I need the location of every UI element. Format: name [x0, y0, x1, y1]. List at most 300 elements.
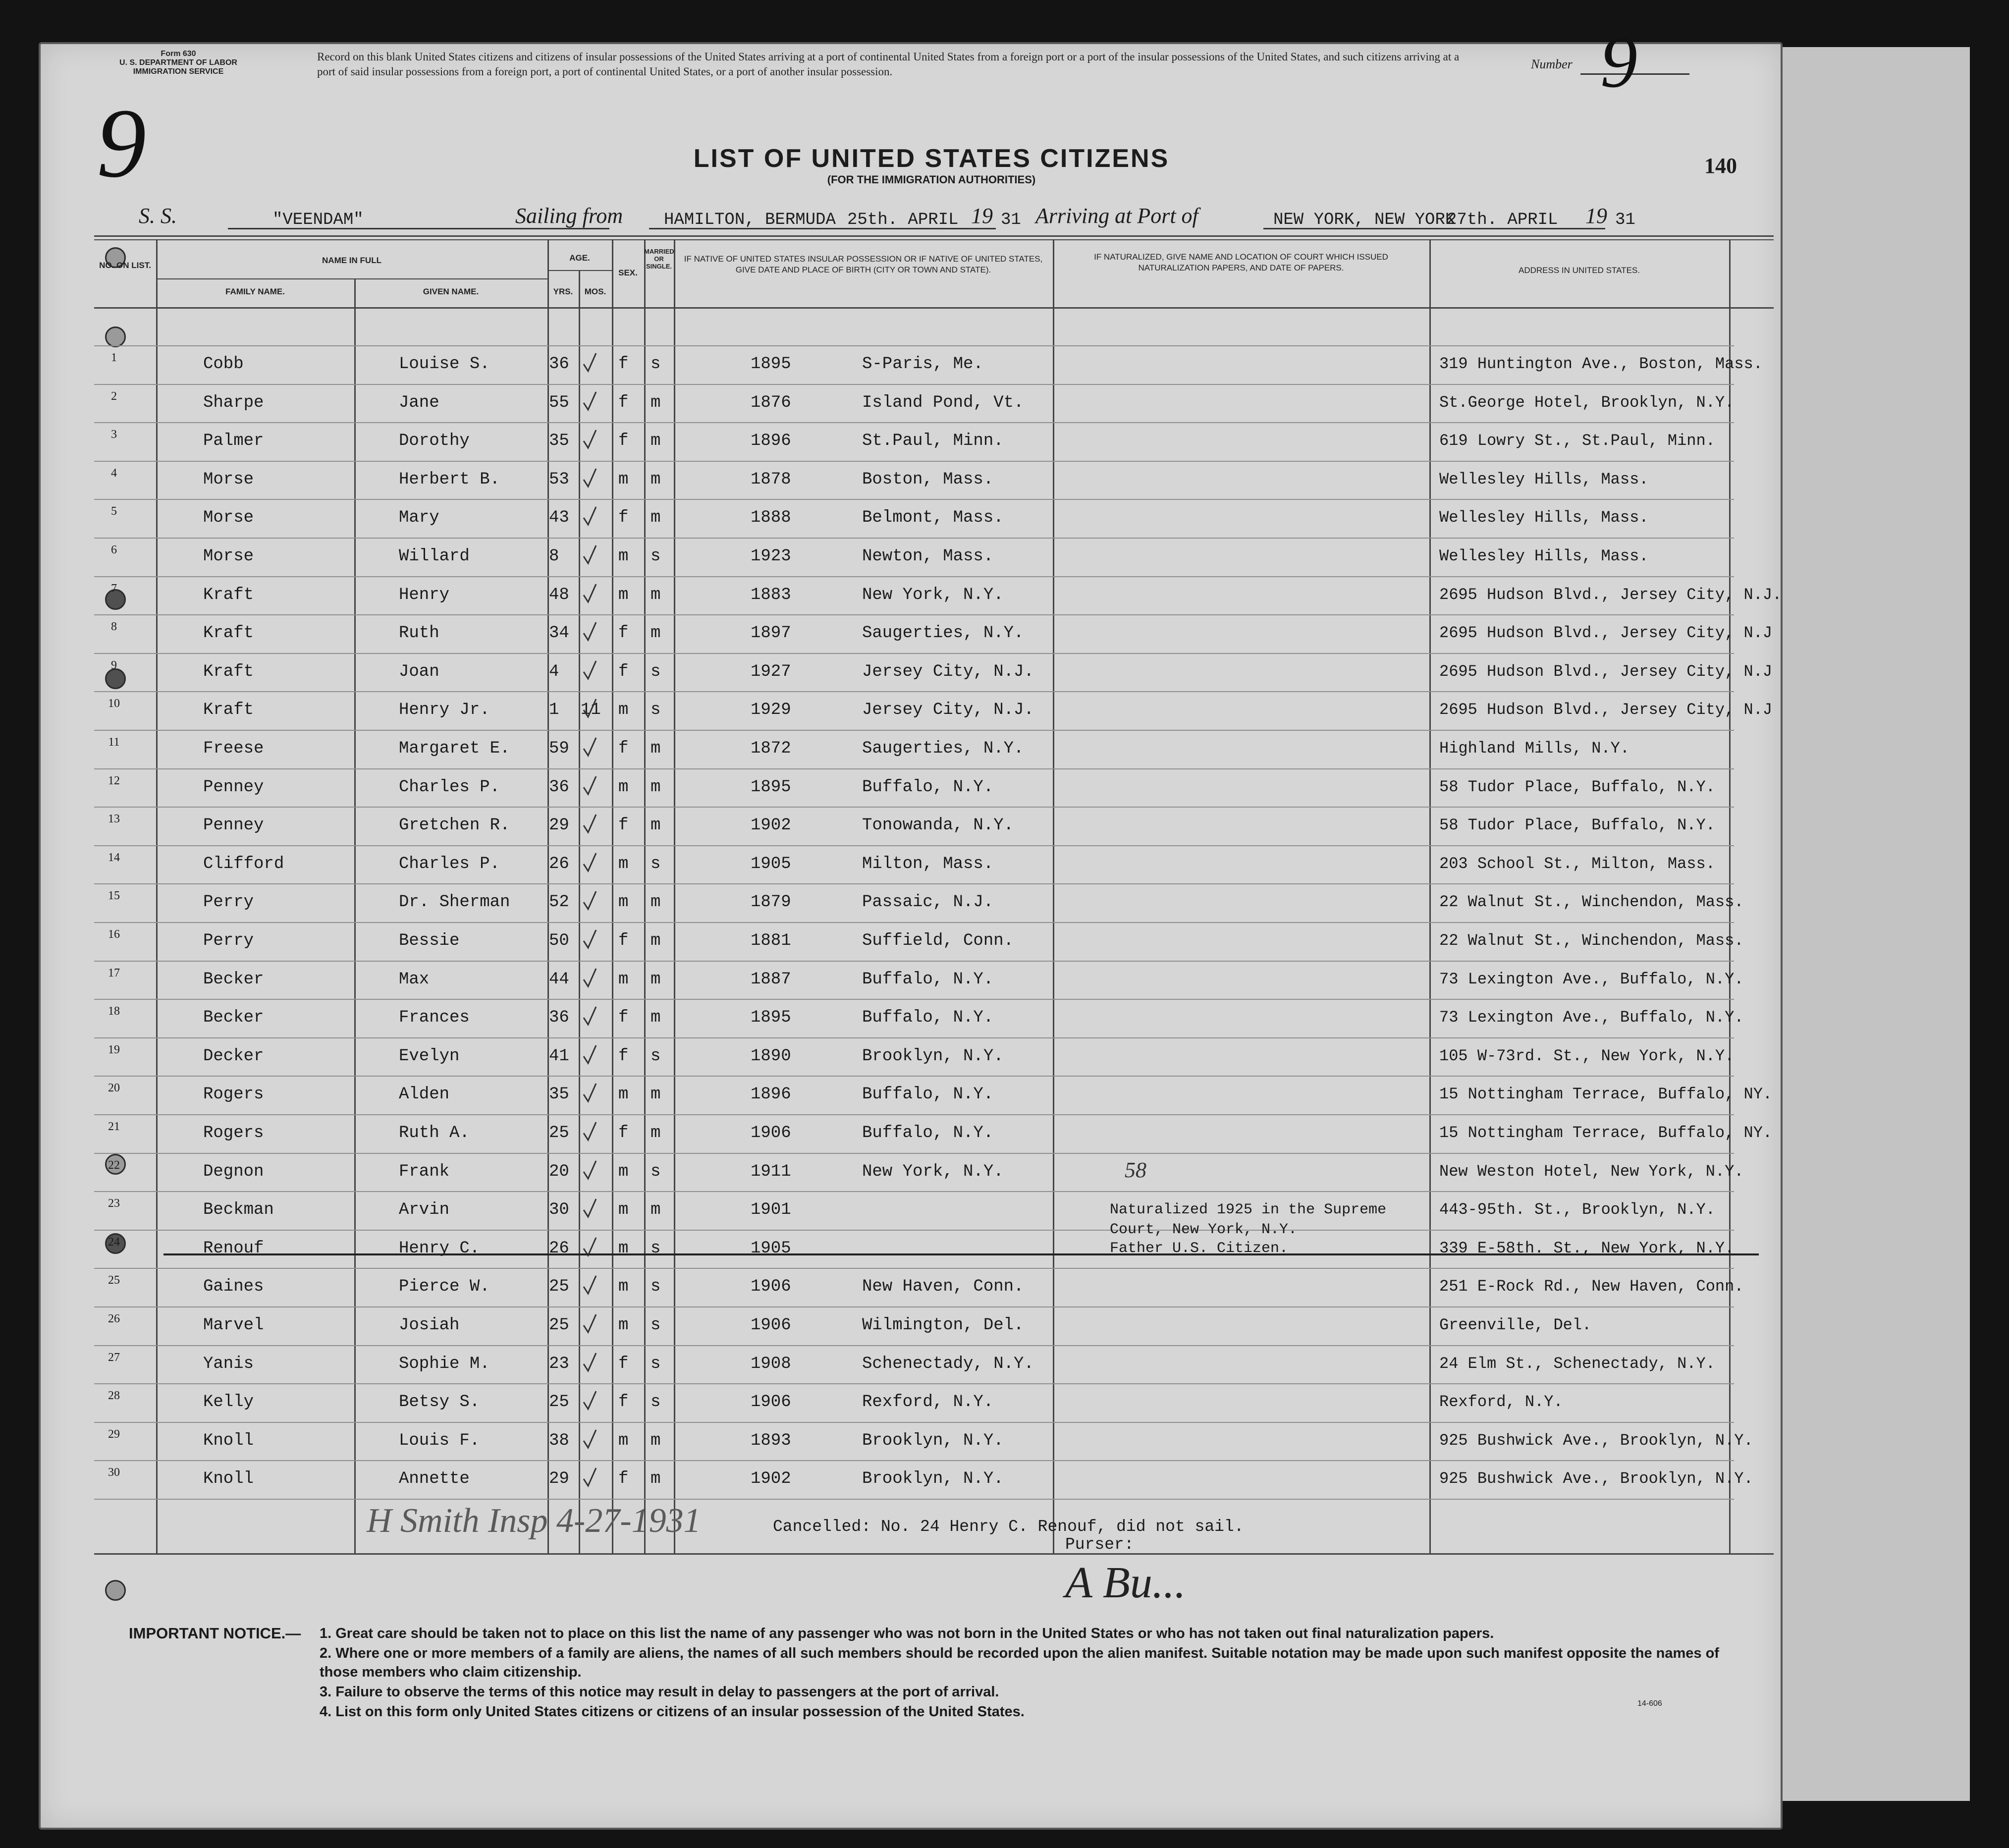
cell-no: 10 — [108, 697, 120, 710]
table-header-rule — [94, 307, 1774, 309]
cell-given: Ruth — [399, 624, 439, 643]
cell-no: 11 — [108, 736, 120, 749]
row-rule — [94, 614, 1734, 615]
cell-given: Henry — [399, 585, 450, 604]
cell-place: Newton, Mass. — [862, 547, 994, 566]
cell-no: 23 — [108, 1197, 120, 1210]
cell-sex: f — [618, 739, 629, 758]
cancelled-row-strike — [163, 1253, 1759, 1255]
cell-address: 58 Tudor Place, Buffalo, N.Y. — [1439, 816, 1715, 835]
cell-given: Annette — [399, 1469, 470, 1489]
check-mark-icon — [582, 737, 597, 758]
cell-family: Kraft — [203, 662, 254, 681]
cell-place: Brooklyn, N.Y. — [862, 1046, 1004, 1066]
cell-year: 1911 — [751, 1162, 791, 1181]
check-mark-icon — [582, 621, 597, 642]
cell-yrs: 1 — [549, 701, 559, 720]
check-mark-icon — [582, 391, 597, 412]
cell-year: 1906 — [751, 1124, 791, 1142]
cell-yrs: 26 — [549, 854, 569, 873]
cell-ms: s — [651, 701, 661, 720]
number-label: Number — [1531, 57, 1573, 71]
cell-ms: s — [651, 1316, 661, 1335]
cell-address: 22 Walnut St., Winchendon, Mass. — [1439, 893, 1744, 912]
cell-sex: f — [618, 355, 629, 374]
cell-family: Rogers — [203, 1085, 264, 1104]
ss-label: S. S. — [139, 204, 177, 228]
cell-family: Clifford — [203, 854, 284, 873]
notice-item: 3. Failure to observe the terms of this notice may result in delay to passengers at the port of arrival. — [320, 1684, 999, 1700]
cell-family: Palmer — [203, 432, 264, 451]
header-no: NO. ON LIST. — [99, 261, 151, 270]
cell-sex: m — [618, 970, 629, 989]
check-mark-icon — [582, 1429, 597, 1450]
cell-address: 2695 Hudson Blvd., Jersey City, N.J — [1439, 701, 1773, 719]
cell-year: 1895 — [751, 1008, 791, 1028]
cell-yrs: 53 — [549, 470, 569, 489]
cell-sex: f — [618, 1008, 629, 1028]
cell-family: Penney — [203, 816, 264, 835]
row-rule — [94, 961, 1734, 962]
cell-no: 30 — [108, 1466, 120, 1479]
cell-yrs: 23 — [549, 1354, 569, 1373]
check-mark-icon — [582, 1083, 597, 1103]
cell-address: 339 E-58th. St., New York, N.Y. — [1439, 1239, 1735, 1257]
cell-sex: f — [618, 1354, 629, 1373]
cell-family: Perry — [203, 893, 254, 912]
cell-sex: m — [618, 854, 629, 873]
cell-given: Jane — [399, 393, 439, 412]
cell-ms: m — [651, 739, 661, 758]
cell-given: Alden — [399, 1085, 450, 1104]
cell-ms: m — [651, 1085, 661, 1104]
cell-family: Knoll — [203, 1431, 254, 1450]
cell-place: Buffalo, N.Y. — [862, 1008, 994, 1028]
header-married-single: MARRIED OR SINGLE. — [644, 248, 674, 270]
cell-address: Wellesley Hills, Mass. — [1439, 470, 1649, 489]
cancelled-note: Cancelled: No. 24 Henry C. Renouf, did not sail. — [773, 1518, 1244, 1536]
header-native-birth: IF NATIVE OF UNITED STATES INSULAR POSSESSION OR IF NATIVE OF UNITED STATES, GIVE DATE AND PLACE OF BIRTH (CITY OR TOWN AND STATE). — [684, 254, 1043, 274]
cell-address: 2695 Hudson Blvd., Jersey City, N.J. — [1439, 585, 1782, 604]
cell-address: 15 Nottingham Terrace, Buffalo, NY. — [1439, 1124, 1773, 1142]
cell-year: 1908 — [751, 1354, 791, 1373]
check-mark-icon — [582, 352, 597, 373]
row-rule — [94, 538, 1734, 539]
cell-no: 24 — [108, 1235, 120, 1249]
cell-place: Suffield, Conn. — [862, 931, 1014, 950]
cell-ms: s — [651, 854, 661, 873]
cell-sex: m — [618, 893, 629, 912]
cell-address: 925 Bushwick Ave., Brooklyn, N.Y. — [1439, 1431, 1753, 1450]
row-rule — [94, 922, 1734, 923]
header-sex: SEX. — [618, 268, 638, 277]
cell-sex: m — [618, 585, 629, 604]
cell-yrs: 41 — [549, 1046, 569, 1066]
row-rule — [94, 1383, 1734, 1384]
cell-family: Renouf — [203, 1239, 264, 1258]
cell-year: 1895 — [751, 355, 791, 374]
cell-no: 8 — [111, 620, 117, 634]
ship-name: "VEENDAM" — [272, 211, 364, 229]
cell-sex: f — [618, 1393, 629, 1412]
notice-items — [320, 1624, 1737, 1722]
cell-ms: m — [651, 624, 661, 643]
number-value: 9 — [1600, 21, 1637, 103]
check-mark-icon — [582, 506, 597, 527]
cell-ms: m — [651, 970, 661, 989]
cell-family: Kelly — [203, 1393, 254, 1412]
check-mark-icon — [582, 929, 597, 950]
cell-given: Gretchen R. — [399, 816, 510, 835]
cell-sex: m — [618, 1277, 629, 1297]
row-rule — [94, 730, 1734, 731]
cell-place: Rexford, N.Y. — [862, 1393, 994, 1412]
cell-address: Wellesley Hills, Mass. — [1439, 508, 1649, 527]
cell-year: 1879 — [751, 893, 791, 912]
cell-yrs: 36 — [549, 777, 569, 797]
cell-address: 15 Nottingham Terrace, Buffalo, NY. — [1439, 1085, 1773, 1104]
cell-year: 1893 — [751, 1431, 791, 1450]
cell-ms: m — [651, 816, 661, 835]
cell-year: 1902 — [751, 1469, 791, 1489]
cell-ms: m — [651, 777, 661, 797]
cell-given: Joan — [399, 662, 439, 681]
cell-family: Morse — [203, 508, 254, 528]
row-rule — [94, 1422, 1734, 1423]
underlying-sheet — [1754, 47, 1970, 1801]
cell-place: New York, N.Y. — [862, 585, 1004, 604]
page-number: 140 — [1704, 154, 1737, 178]
cell-given: Willard — [399, 547, 470, 566]
cell-no: 29 — [108, 1427, 120, 1441]
cell-ms: s — [651, 1393, 661, 1412]
cell-yrs: 43 — [549, 508, 569, 528]
row-rule — [94, 1114, 1734, 1115]
cell-yrs: 52 — [549, 893, 569, 912]
page-subtitle: (FOR THE IMMIGRATION AUTHORITIES) — [827, 173, 1036, 186]
cell-year: 1881 — [751, 931, 791, 950]
cell-no: 7 — [111, 582, 117, 595]
cell-ms: s — [651, 1277, 661, 1297]
cell-ms: m — [651, 470, 661, 489]
cell-no: 14 — [108, 851, 120, 864]
row-rule — [94, 807, 1734, 808]
check-mark-icon — [582, 852, 597, 873]
cell-given: Josiah — [399, 1316, 460, 1335]
check-mark-icon — [582, 1313, 597, 1334]
cell-place: St.Paul, Minn. — [862, 432, 1004, 451]
cell-year: 1890 — [751, 1046, 791, 1066]
cell-given: Herbert B. — [399, 470, 500, 489]
row-rule — [94, 1153, 1734, 1154]
cell-place: Wilmington, Del. — [862, 1316, 1024, 1335]
binder-hole — [105, 326, 126, 347]
cell-sex: f — [618, 393, 629, 412]
cell-sex: m — [618, 1200, 629, 1220]
cell-ms: m — [651, 508, 661, 528]
cell-address: 2695 Hudson Blvd., Jersey City, N.J — [1439, 662, 1773, 681]
cell-address: Rexford, N.Y. — [1439, 1393, 1563, 1412]
cell-address: 619 Lowry St., St.Paul, Minn. — [1439, 432, 1715, 450]
check-mark-icon — [582, 544, 597, 565]
cell-family: Gaines — [203, 1277, 264, 1297]
binder-hole — [105, 1580, 126, 1601]
cell-no: 17 — [108, 966, 120, 979]
cell-yrs: 55 — [549, 393, 569, 412]
cell-sex: m — [618, 1316, 629, 1335]
cell-yrs: 25 — [549, 1277, 569, 1297]
cell-no: 20 — [108, 1082, 120, 1095]
cell-yrs: 25 — [549, 1316, 569, 1335]
row-rule — [94, 1268, 1734, 1269]
cell-place: Milton, Mass. — [862, 854, 994, 873]
arrival-date: 27th. APRIL — [1447, 211, 1558, 229]
cell-ms: s — [651, 1354, 661, 1373]
cell-sex: m — [618, 1162, 629, 1181]
cell-sex: f — [618, 816, 629, 835]
row-rule — [94, 1230, 1734, 1231]
cell-address: 73 Lexington Ave., Buffalo, N.Y. — [1439, 1008, 1744, 1027]
row-rule — [94, 422, 1734, 423]
cell-address: 2695 Hudson Blvd., Jersey City, N.J — [1439, 624, 1773, 643]
check-mark-icon — [582, 968, 597, 988]
cell-address: New Weston Hotel, New York, N.Y. — [1439, 1162, 1744, 1181]
cell-no: 22 — [108, 1158, 120, 1172]
cell-given: Ruth A. — [399, 1124, 470, 1142]
cell-sex: m — [618, 777, 629, 797]
cell-given: Sophie M. — [399, 1354, 490, 1373]
header-given-name: GIVEN NAME. — [423, 287, 479, 296]
cell-no: 26 — [108, 1312, 120, 1325]
purser-label: Purser: — [1065, 1535, 1134, 1554]
arrival-year-prefix: 19 — [1585, 204, 1607, 228]
cell-yrs: 34 — [549, 624, 569, 643]
form-identifier: Form 630 U. S. DEPARTMENT OF LABOR IMMIGRATION SERVICE — [119, 50, 237, 76]
cell-no: 2 — [111, 389, 117, 403]
cell-given: Louise S. — [399, 355, 490, 374]
cell-address: 24 Elm St., Schenectady, N.Y. — [1439, 1354, 1715, 1373]
cell-family: Cobb — [203, 355, 244, 374]
cell-given: Henry Jr. — [399, 701, 490, 720]
cell-yrs: 44 — [549, 970, 569, 989]
row-rule — [94, 691, 1734, 692]
cell-yrs: 48 — [549, 585, 569, 604]
cell-yrs: 20 — [549, 1162, 569, 1181]
cell-place: Island Pond, Vt. — [862, 393, 1024, 412]
cell-yrs: 35 — [549, 432, 569, 451]
cell-sex: m — [618, 470, 629, 489]
sailing-date: 25th. APRIL — [847, 211, 959, 229]
cell-given: Frank — [399, 1162, 450, 1181]
cell-no: 4 — [111, 466, 117, 480]
cell-year: 1901 — [751, 1200, 791, 1220]
cell-year: 1906 — [751, 1316, 791, 1335]
cell-place: Belmont, Mass. — [862, 508, 1004, 528]
cell-place: Passaic, N.J. — [862, 893, 994, 912]
cell-yrs: 8 — [549, 547, 559, 566]
cell-given: Betsy S. — [399, 1393, 480, 1412]
cell-family: Knoll — [203, 1469, 254, 1489]
notice-lead: IMPORTANT NOTICE.— — [129, 1625, 301, 1642]
cell-family: Sharpe — [203, 393, 264, 412]
arriving-label: Arriving at Port of — [1035, 204, 1198, 228]
cell-place: Tonowanda, N.Y. — [862, 816, 1014, 835]
cell-ms: m — [651, 893, 661, 912]
cell-year: 1883 — [751, 585, 791, 604]
cell-year: 1897 — [751, 624, 791, 643]
cell-ms: m — [651, 1200, 661, 1220]
cell-ms: m — [651, 1124, 661, 1142]
cell-ms: s — [651, 1239, 661, 1258]
cell-place: New York, N.Y. — [862, 1162, 1004, 1181]
cell-family: Marvel — [203, 1316, 264, 1335]
cell-given: Louis F. — [399, 1431, 480, 1450]
page-title: LIST OF UNITED STATES CITIZENS — [693, 144, 1170, 173]
cell-year: 1887 — [751, 970, 791, 989]
cell-family: Penney — [203, 777, 264, 797]
cell-place: Saugerties, N.Y. — [862, 624, 1024, 643]
cell-family: Kraft — [203, 585, 254, 604]
cell-place: S-Paris, Me. — [862, 355, 983, 374]
cell-sex: m — [618, 1085, 629, 1104]
cell-yrs: 26 — [549, 1239, 569, 1258]
cell-family: Freese — [203, 739, 264, 758]
cell-address: 443-95th. St., Brooklyn, N.Y. — [1439, 1200, 1715, 1219]
row-rule — [94, 653, 1734, 654]
check-mark-icon — [582, 1390, 597, 1411]
cell-ms: m — [651, 1469, 661, 1489]
notice-item: 2. Where one or more members of a family are aliens, the names of all such members should be recorded upon the alien manifest. Suitable notation may be made upon such manifest opposite the names of those members who claim citizenship. — [320, 1645, 1719, 1680]
cell-year: 1905 — [751, 854, 791, 873]
cell-place: New Haven, Conn. — [862, 1277, 1024, 1297]
cell-nat: Father U.S. Citizen. — [1110, 1240, 1289, 1257]
cell-given: Frances — [399, 1008, 470, 1028]
arrival-port: NEW YORK, NEW YORK — [1273, 211, 1456, 229]
cell-family: Morse — [203, 470, 254, 489]
row-rule — [94, 1076, 1734, 1077]
check-mark-icon — [582, 429, 597, 450]
cell-yrs: 50 — [549, 931, 569, 950]
cell-no: 19 — [108, 1043, 120, 1056]
row-rule — [94, 384, 1734, 385]
check-mark-icon — [582, 698, 597, 719]
cell-address: Highland Mills, N.Y. — [1439, 739, 1630, 758]
cell-yrs: 59 — [549, 739, 569, 758]
cell-year: 1906 — [751, 1277, 791, 1297]
cell-address: 319 Huntington Ave., Boston, Mass. — [1439, 355, 1763, 373]
table-top-rule — [94, 235, 1774, 237]
cell-ms: s — [651, 1046, 661, 1066]
notice-item: 1. Great care should be taken not to place on this list the name of any passenger who was not born in the United States or who has not taken out final naturalization papers. — [320, 1626, 1494, 1641]
cell-given: Max — [399, 970, 430, 989]
cell-nat: Naturalized 1925 in the Supreme Court, New York, N.Y. — [1110, 1201, 1387, 1239]
cell-ms: m — [651, 931, 661, 950]
cell-year: 1927 — [751, 662, 791, 681]
cell-mos: 11 — [581, 701, 601, 720]
cell-family: Becker — [203, 970, 264, 989]
cell-place: Brooklyn, N.Y. — [862, 1431, 1004, 1450]
check-mark-icon — [582, 1044, 597, 1065]
check-mark-icon — [582, 1006, 597, 1027]
check-mark-icon — [582, 468, 597, 489]
check-mark-icon — [582, 1198, 597, 1219]
cell-no: 25 — [108, 1274, 120, 1287]
row-rule — [94, 576, 1734, 577]
cell-sex: f — [618, 1046, 629, 1066]
row-rule — [94, 499, 1734, 500]
cell-year: 1905 — [751, 1239, 791, 1258]
cell-sex: f — [618, 931, 629, 950]
row-rule — [94, 1460, 1734, 1461]
cell-yrs: 25 — [549, 1124, 569, 1142]
sailing-year: 31 — [1001, 211, 1021, 229]
check-mark-icon — [582, 1352, 597, 1373]
cell-sex: m — [618, 701, 629, 720]
cell-place: Buffalo, N.Y. — [862, 777, 994, 797]
cell-ms: m — [651, 1008, 661, 1028]
cell-given: Dr. Sherman — [399, 893, 510, 912]
form-intro-text: Record on this blank United States citizens and citizens of insular possessions of the United States arriving at a port of continental United States from a foreign port or a port of the insular possessions of the United States, and such citizens arriving at a port of said insular possessions from a foreign port, a port of continental United States, or a port of another insular possession. — [317, 51, 1460, 78]
cell-yrs: 29 — [549, 1469, 569, 1489]
cell-family: Morse — [203, 547, 254, 566]
cell-sex: f — [618, 662, 629, 681]
cell-address: 105 W-73rd. St., New York, N.Y. — [1439, 1046, 1735, 1065]
cell-ms: m — [651, 585, 661, 604]
cell-ms: s — [651, 547, 661, 566]
cell-place: Buffalo, N.Y. — [862, 1085, 994, 1104]
cell-place: Boston, Mass. — [862, 470, 994, 489]
row-rule — [94, 845, 1734, 846]
check-mark-icon — [582, 1121, 597, 1142]
cell-year: 1878 — [751, 470, 791, 489]
cell-yrs: 38 — [549, 1431, 569, 1450]
cell-place: Saugerties, N.Y. — [862, 739, 1024, 758]
cell-no: 21 — [108, 1120, 120, 1133]
cell-address: 22 Walnut St., Winchendon, Mass. — [1439, 931, 1744, 950]
voyage-line — [104, 202, 1675, 232]
cell-year: 1896 — [751, 432, 791, 451]
header-family-name: FAMILY NAME. — [225, 287, 285, 296]
corner-handwritten-mark: 9 — [97, 89, 146, 198]
cell-yrs: 29 — [549, 816, 569, 835]
cell-no: 12 — [108, 774, 120, 787]
cell-yrs: 30 — [549, 1200, 569, 1220]
check-mark-icon — [582, 583, 597, 604]
cell-yrs: 36 — [549, 1008, 569, 1028]
cell-family: Rogers — [203, 1124, 264, 1142]
cell-year: 1902 — [751, 816, 791, 835]
row-rule — [94, 768, 1734, 769]
check-mark-icon — [582, 775, 597, 796]
header-naturalized: IF NATURALIZED, GIVE NAME AND LOCATION OF COURT WHICH ISSUED NATURALIZATION PAPERS, AND DATE OF PAPERS. — [1094, 252, 1388, 272]
cell-sex: m — [618, 1431, 629, 1450]
check-mark-icon — [582, 890, 597, 911]
cell-place: Brooklyn, N.Y. — [862, 1469, 1004, 1489]
cell-family: Kraft — [203, 701, 254, 720]
cell-year: 1872 — [751, 739, 791, 758]
cell-no: 27 — [108, 1351, 120, 1364]
cell-place: Buffalo, N.Y. — [862, 1124, 994, 1142]
cell-no: 3 — [111, 428, 117, 441]
cell-sex: f — [618, 624, 629, 643]
row-rule — [94, 1191, 1734, 1192]
cell-no: 1 — [111, 351, 117, 364]
sailing-year-prefix: 19 — [971, 204, 993, 228]
cell-place: Jersey City, N.J. — [862, 662, 1034, 681]
cell-given: Evelyn — [399, 1046, 460, 1066]
cell-year: 1906 — [751, 1393, 791, 1412]
cell-sex: f — [618, 1124, 629, 1142]
